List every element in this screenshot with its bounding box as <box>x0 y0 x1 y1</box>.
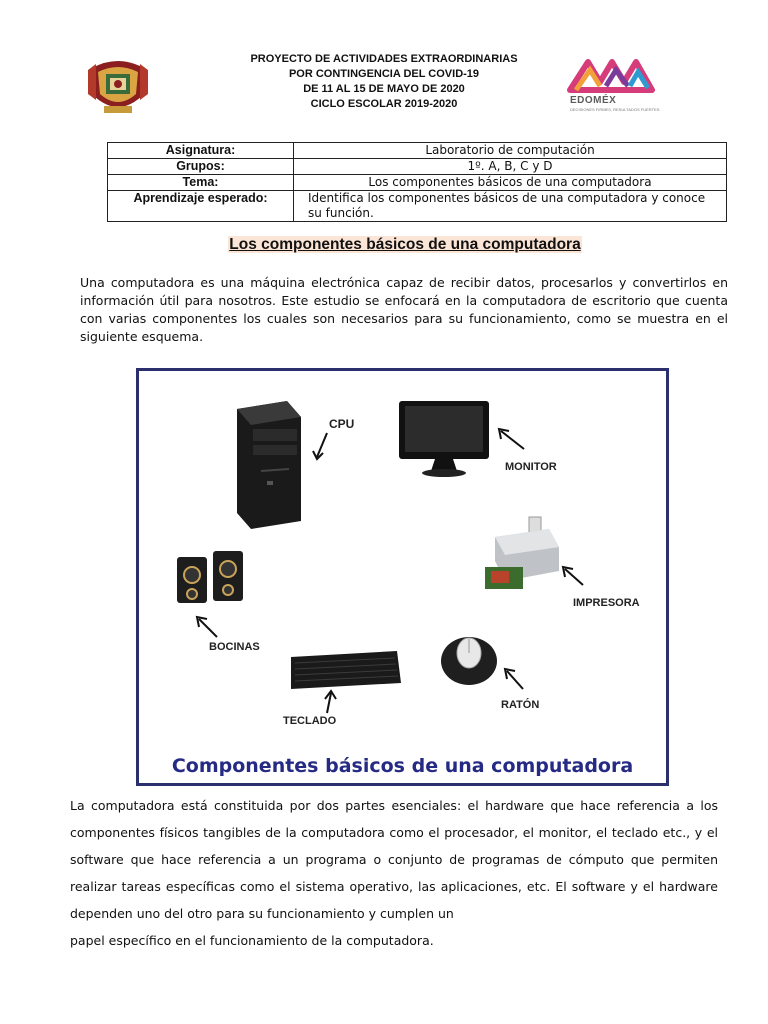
info-value: Los componentes básicos de una computadora <box>294 175 727 191</box>
edomex-logo-text: EDOMÉX <box>570 95 617 106</box>
header-line-4: CICLO ESCOLAR 2019-2020 <box>310 98 458 110</box>
info-key: Aprendizaje esperado <box>133 191 264 205</box>
label-cpu: CPU <box>329 417 355 431</box>
components-diagram <box>136 368 669 786</box>
info-value: Identifica los componentes básicos de una computadora y conoce su función. <box>294 191 727 222</box>
diagram-caption: Componentes básicos de una computadora <box>171 755 634 777</box>
info-key: Grupos <box>176 159 221 173</box>
paragraph-last-line: papel específico en el funcionamiento de la computadora. <box>70 933 434 948</box>
header-line-2: POR CONTINGENCIA DEL COVID-19 <box>288 68 480 80</box>
document-header <box>0 52 768 112</box>
header-line-1: PROYECTO DE ACTIVIDADES EXTRAORDINARIAS <box>250 53 518 65</box>
keyboard-image <box>291 651 401 689</box>
info-row-aprendizaje: Aprendizaje esperado: Identifica los componentes básicos de una computadora y conoce su función. <box>108 191 727 222</box>
page-title: Los componentes básicos de una computadora <box>229 236 581 253</box>
info-row-asignatura: Asignatura: Laboratorio de computación <box>108 143 727 159</box>
label-bocinas: BOCINAS <box>209 641 260 653</box>
label-monitor: MONITOR <box>505 461 557 473</box>
speakers-image <box>177 551 243 603</box>
intro-paragraph: Una computadora es una máquina electrónica capaz de recibir datos, procesarlos y convertirlos en información útil para nosotros. Este estudio se enfocará en la computadora de escritorio que cuenta con varias componentes los cuales son necesarios para su funcionamiento, como se muestra en el siguiente esquema. <box>80 275 728 344</box>
printer-image <box>485 517 559 589</box>
label-impresora: IMPRESORA <box>573 597 640 609</box>
info-key: Tema <box>182 175 215 189</box>
label-raton: RATÓN <box>501 699 540 711</box>
info-value: Laboratorio de computación <box>294 143 727 159</box>
info-row-grupos: Grupos: 1º. A, B, C y D <box>108 159 727 175</box>
info-value: 1º. A, B, C y D <box>294 159 727 175</box>
monitor-image <box>399 401 489 477</box>
header-line-3: DE 11 AL 15 DE MAYO DE 2020 <box>303 83 465 95</box>
edomex-logo-slogan: DECISIONES FIRMES, RESULTADOS FUERTES. <box>570 107 661 112</box>
info-key: Asignatura <box>165 143 232 157</box>
cpu-tower-image <box>237 401 301 529</box>
paragraph-body: La computadora está constituida por dos partes esenciales: el hardware que hace referencia a los componentes físicos tangibles de la computadora como el procesador, el monitor, el teclado etc., y el software que hace referencia a un programa o conjunto de programas de cómputo que permiten realizar tareas específicas como el sistema operativo, las aplicaciones, etc. El software y el hardware dependen uno del otro para su funcionamiento y cumplen un <box>70 798 718 921</box>
components-illustration <box>139 371 666 783</box>
mouse-image <box>441 637 497 685</box>
hardware-software-paragraph <box>70 792 718 954</box>
label-teclado: TECLADO <box>283 715 337 727</box>
info-row-tema: Tema: Los componentes básicos de una computadora <box>108 175 727 191</box>
info-table <box>107 142 727 222</box>
